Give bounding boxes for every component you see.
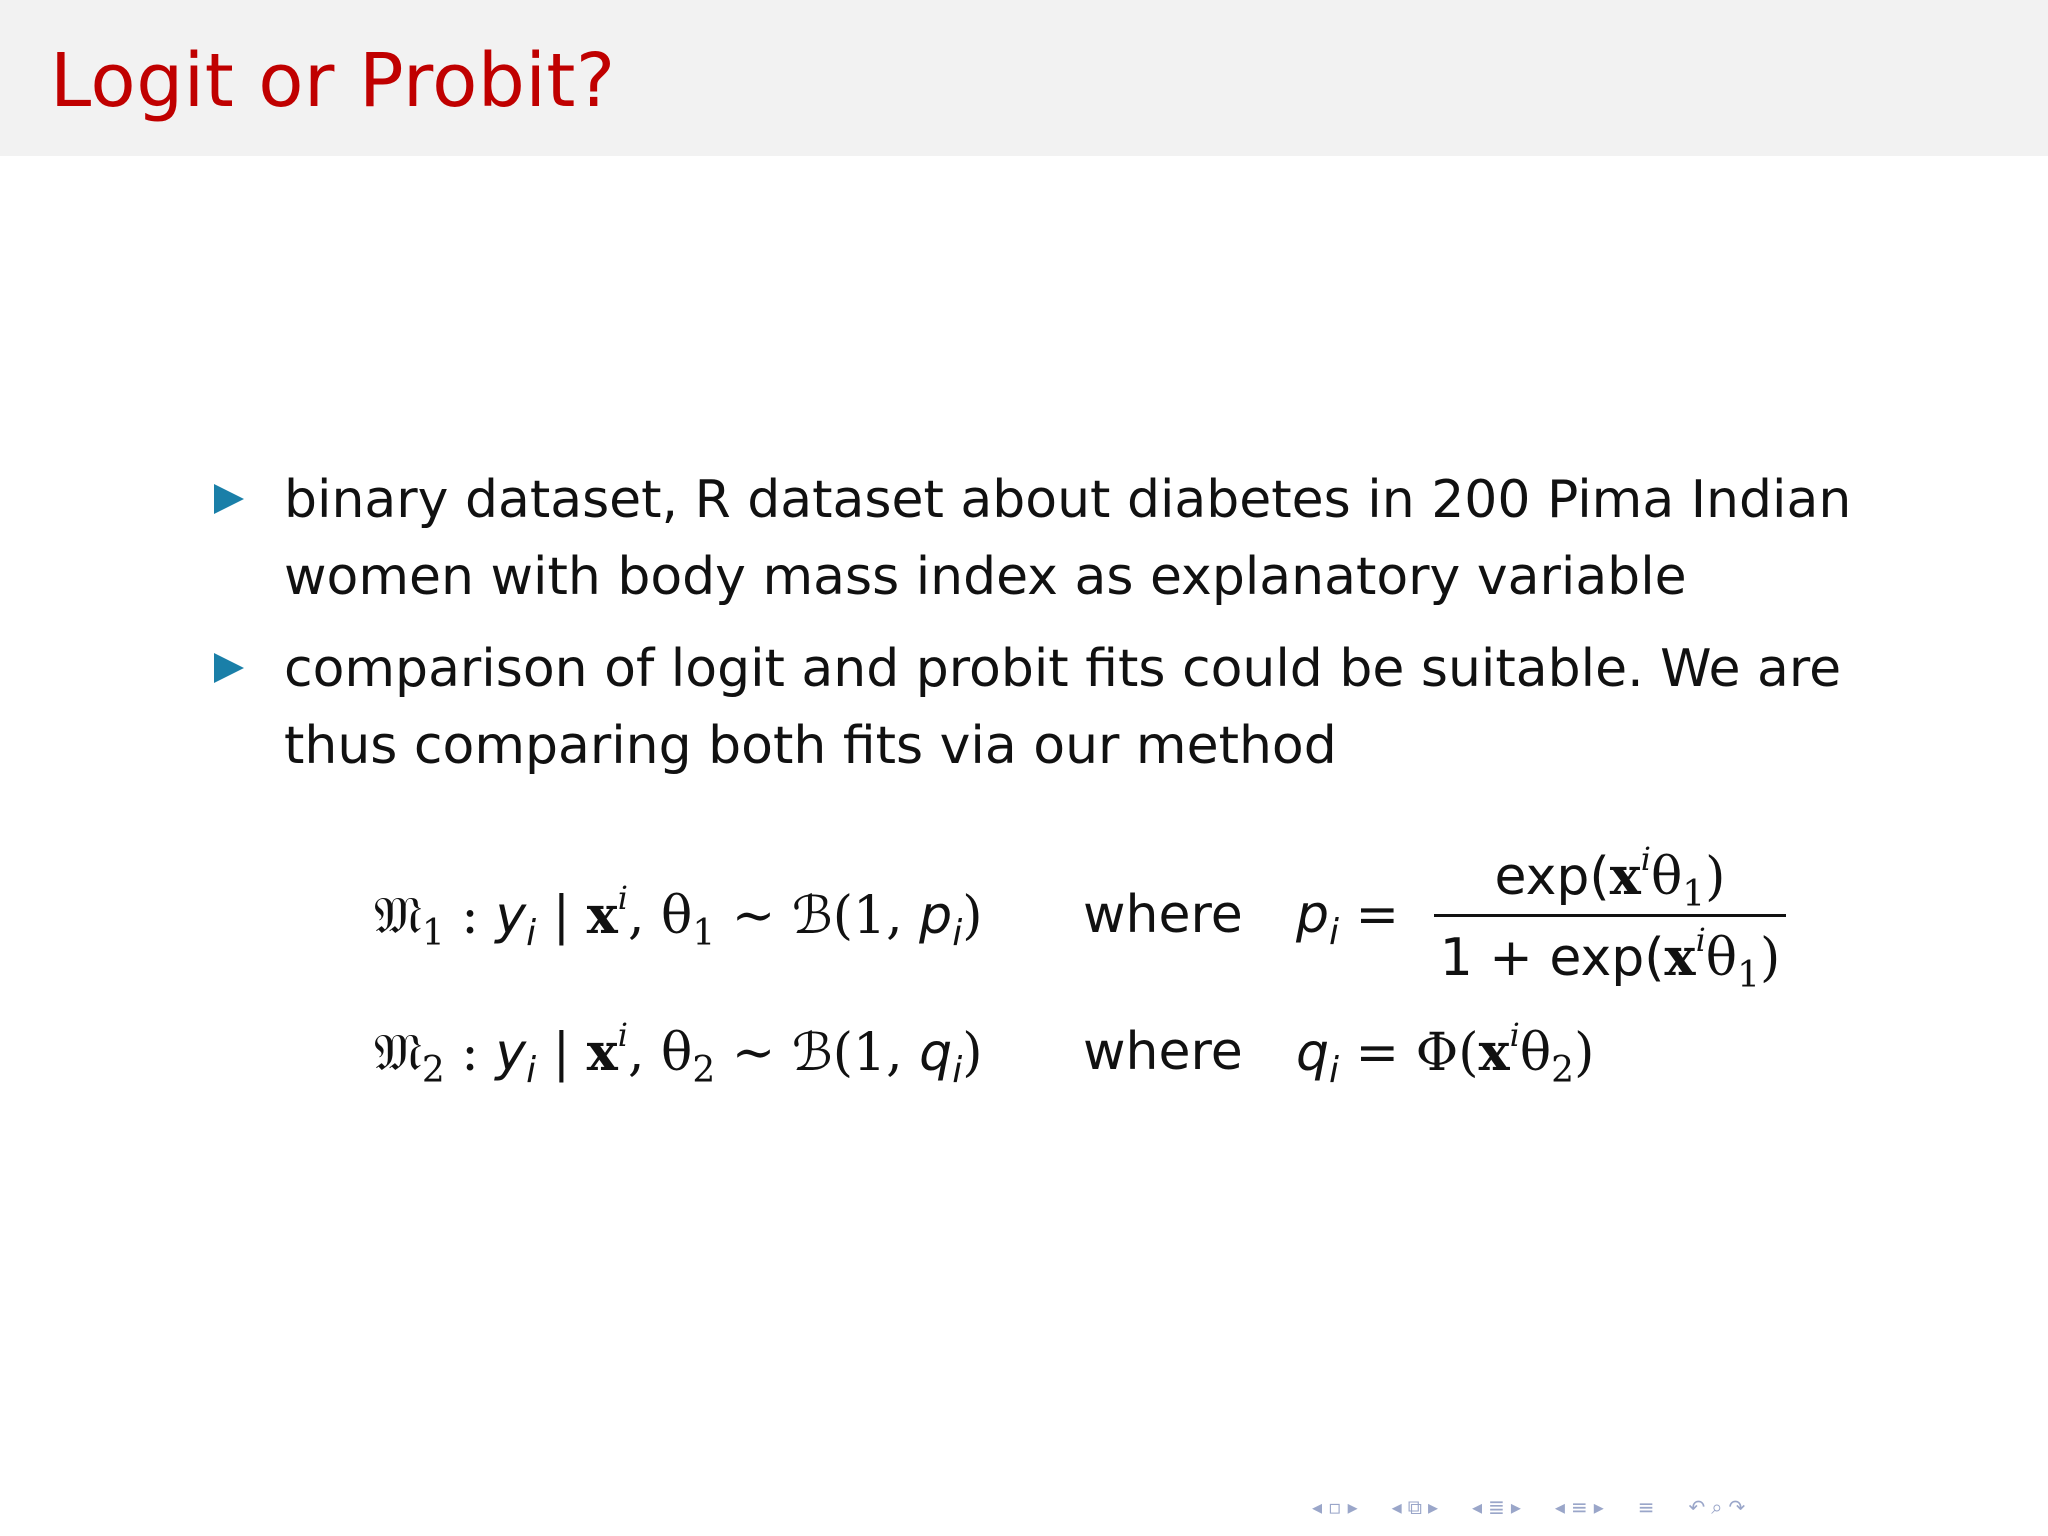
model2-index: 2 — [421, 1050, 445, 1091]
appendix-icon[interactable]: ≡ — [1637, 1495, 1655, 1519]
bullet-list — [212, 462, 1872, 800]
model1-definition: 𝔐$_1$ : $y_i$ | $x^i$, $\theta_1$ ∼ ℬ(1, $p_i$) — [374, 879, 983, 954]
model2-symbol: 𝔐 — [374, 1023, 422, 1083]
subframes-icon[interactable]: ⧉ — [1407, 1495, 1422, 1519]
right-arrow-icon[interactable]: ▸ — [1593, 1495, 1604, 1519]
logit-fraction — [1434, 840, 1786, 996]
model1-lhs: $p_i$ = — [1296, 885, 1400, 953]
model2-param: q — [919, 1023, 953, 1083]
right-arrow-icon[interactable]: ▸ — [1510, 1495, 1521, 1519]
model1-symbol: 𝔐 — [374, 886, 422, 946]
nav-appendix-group[interactable] — [1638, 1495, 1655, 1519]
fraction-bar — [1434, 914, 1786, 917]
model1-where: where — [1083, 885, 1243, 945]
undo-icon[interactable]: ↶ — [1688, 1495, 1706, 1519]
nav-tools-group[interactable] — [1689, 1495, 1746, 1519]
bullet-item — [212, 462, 1872, 616]
redo-icon[interactable]: ↷ — [1728, 1495, 1746, 1519]
frame-icon[interactable]: ▫ — [1328, 1495, 1342, 1519]
bullet-item — [212, 631, 1872, 785]
fraction-numerator: $\exp(x^i\theta_1)$ — [1494, 840, 1726, 915]
nav-section-group[interactable] — [1555, 1495, 1604, 1519]
left-arrow-icon[interactable]: ◂ — [1554, 1495, 1565, 1519]
bullet-text: comparison of logit and probit fits could be suitable. We are thus comparing both fits via our method — [284, 639, 1842, 776]
nav-subsection-group[interactable] — [1472, 1495, 1521, 1519]
left-arrow-icon[interactable]: ◂ — [1391, 1495, 1402, 1519]
model2-theta-index: 2 — [692, 1050, 716, 1091]
beamer-navigation-bar — [1312, 1490, 2032, 1524]
model1-index: 1 — [421, 913, 445, 954]
section-icon[interactable]: ≡ — [1570, 1495, 1588, 1519]
model2-rhs: $q_i = \Phi(x^i\theta_2)$ — [1296, 1016, 1595, 1091]
triangle-bullet-icon — [214, 484, 244, 514]
slide-header — [0, 0, 2048, 156]
model1-theta-index: 1 — [692, 913, 716, 954]
bullet-text: binary dataset, R dataset about diabetes in 200 Pima Indian women with body mass index as explanatory variable — [284, 470, 1852, 607]
model2-where: where — [1083, 1022, 1243, 1082]
subsection-icon[interactable]: ≣ — [1488, 1495, 1505, 1519]
fraction-denominator: $1 + \exp(x^i\theta_1)$ — [1439, 921, 1781, 996]
nav-frame-group[interactable] — [1392, 1495, 1438, 1519]
nav-slide-group[interactable] — [1312, 1495, 1358, 1519]
model1-param: p — [919, 886, 953, 946]
search-icon[interactable]: ⌕ — [1711, 1495, 1723, 1519]
triangle-bullet-icon — [214, 653, 244, 683]
left-arrow-icon[interactable]: ◂ — [1312, 1495, 1323, 1519]
slide-title: Logit or Probit? — [50, 38, 616, 124]
probit-cdf: Φ( — [1415, 1023, 1479, 1083]
left-arrow-icon[interactable]: ◂ — [1472, 1495, 1483, 1519]
right-arrow-icon[interactable]: ▸ — [1427, 1495, 1439, 1519]
right-arrow-icon[interactable]: ▸ — [1347, 1495, 1358, 1519]
model2-definition: 𝔐$_2$ : $y_i$ | $x^i$, $\theta_2$ ∼ ℬ(1, $q_i$) — [374, 1016, 983, 1091]
